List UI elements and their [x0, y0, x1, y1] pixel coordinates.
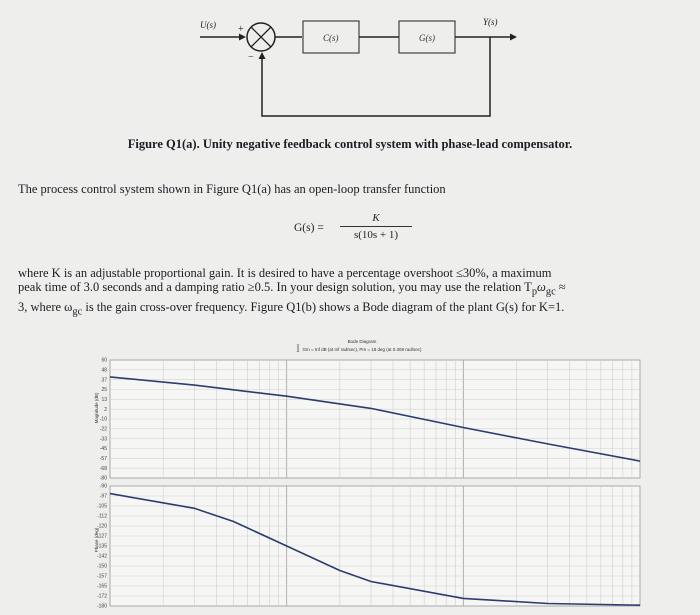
minus-sign: − — [248, 52, 254, 63]
magnitude-y-tick-label: 2 — [104, 406, 107, 413]
magnitude-y-tick-label: 37 — [101, 377, 107, 384]
intro-text: The process control system shown in Figure Q1(a) has an open-loop transfer function — [18, 182, 446, 196]
output-arrowhead — [510, 34, 517, 41]
paragraph-line-1: where K is an adjustable proportional gain. It is desired to have a percentage overshoot ≤30%, a maximum — [18, 266, 552, 280]
paragraph-line-2-sub: p — [531, 286, 538, 298]
bode-diagram — [0, 330, 700, 615]
phase-y-tick-label: -142 — [96, 553, 107, 560]
transfer-function-denominator: s(10s + 1) — [353, 229, 399, 241]
phase-y-tick-label: -157 — [96, 573, 107, 580]
plus-sign: + — [238, 24, 244, 35]
paragraph-line-3-start: 3, where ω — [18, 299, 73, 314]
feedback-arrowhead — [259, 52, 266, 59]
paragraph-line-2-text: peak time of 3.0 seconds and a damping ratio ≥0.5. In your design solution, you may use the relation T — [18, 280, 532, 294]
magnitude-y-tick-label: -68 — [99, 465, 107, 472]
transfer-function-fraction — [340, 212, 412, 242]
output-label: Y(s) — [483, 17, 498, 27]
transfer-function-numerator: K — [372, 212, 380, 224]
magnitude-y-tick-label: -22 — [99, 426, 107, 433]
phase-y-tick-label: -165 — [96, 583, 107, 590]
bode-subtitle: Gm = Inf dB (at Inf rad/sec), Pm = 18 deg (at 0.308 rad/sec) — [302, 347, 422, 352]
phase-axis-label: Phase (deg) — [94, 527, 99, 553]
phase-y-tick-label: -112 — [97, 513, 107, 520]
magnitude-y-tick-label: -80 — [99, 475, 107, 482]
phase-y-tick-label: -97 — [99, 493, 107, 500]
magnitude-y-tick-label: -57 — [99, 455, 107, 462]
magnitude-y-tick-label: -33 — [99, 436, 107, 443]
phase-y-tick-label: -180 — [96, 603, 107, 610]
magnitude-y-tick-label: -10 — [99, 416, 107, 423]
phase-y-tick-label: -120 — [96, 523, 107, 530]
fraction-bar — [340, 226, 412, 227]
magnitude-y-tick-label: 48 — [101, 367, 107, 374]
controller-label: C(s) — [323, 33, 339, 43]
magnitude-y-tick-label: -45 — [99, 446, 107, 453]
plant-label: G(s) — [419, 33, 435, 43]
zoom-cursor-icon: I — [296, 341, 300, 355]
paragraph-line-3-rest: is the gain cross-over frequency. Figure Q1(b) shows a Bode diagram of the plant G(s) for K=1. — [82, 299, 565, 314]
magnitude-y-tick-label: 13 — [101, 396, 107, 403]
paragraph-line-2-omega-sub: gc — [545, 286, 556, 298]
input-label: U(s) — [200, 20, 216, 30]
phase-y-tick-label: -150 — [96, 563, 107, 570]
transfer-function-lhs: G(s) = — [294, 222, 324, 234]
magnitude-y-tick-label: 60 — [101, 357, 107, 364]
phase-y-tick-label: -172 — [96, 593, 107, 600]
block-diagram — [0, 0, 700, 130]
paragraph-line-3 — [18, 300, 694, 320]
magnitude-y-tick-label: 25 — [101, 387, 107, 394]
summing-junction — [247, 23, 275, 51]
phase-y-tick-label: -127 — [96, 533, 107, 540]
paragraph-line-3-sub: gc — [72, 306, 83, 317]
bode-title: Bode Diagram — [347, 339, 377, 344]
paragraph-line-2-approx: ≈ — [555, 280, 566, 294]
paragraph-line-2-omega: ω — [537, 280, 546, 294]
phase-y-tick-label: -105 — [96, 503, 107, 510]
problem-paragraph — [18, 266, 694, 319]
paragraph-line-2 — [18, 280, 694, 300]
figure-caption: Figure Q1(a). Unity negative feedback control system with phase-lead compensator. — [127, 137, 573, 151]
magnitude-axis-label: Magnitude (dB) — [94, 392, 99, 424]
phase-y-tick-label: -135 — [96, 543, 107, 550]
bode-grid — [110, 360, 640, 606]
feedback-path — [262, 37, 490, 116]
phase-y-tick-label: -90 — [99, 483, 107, 490]
